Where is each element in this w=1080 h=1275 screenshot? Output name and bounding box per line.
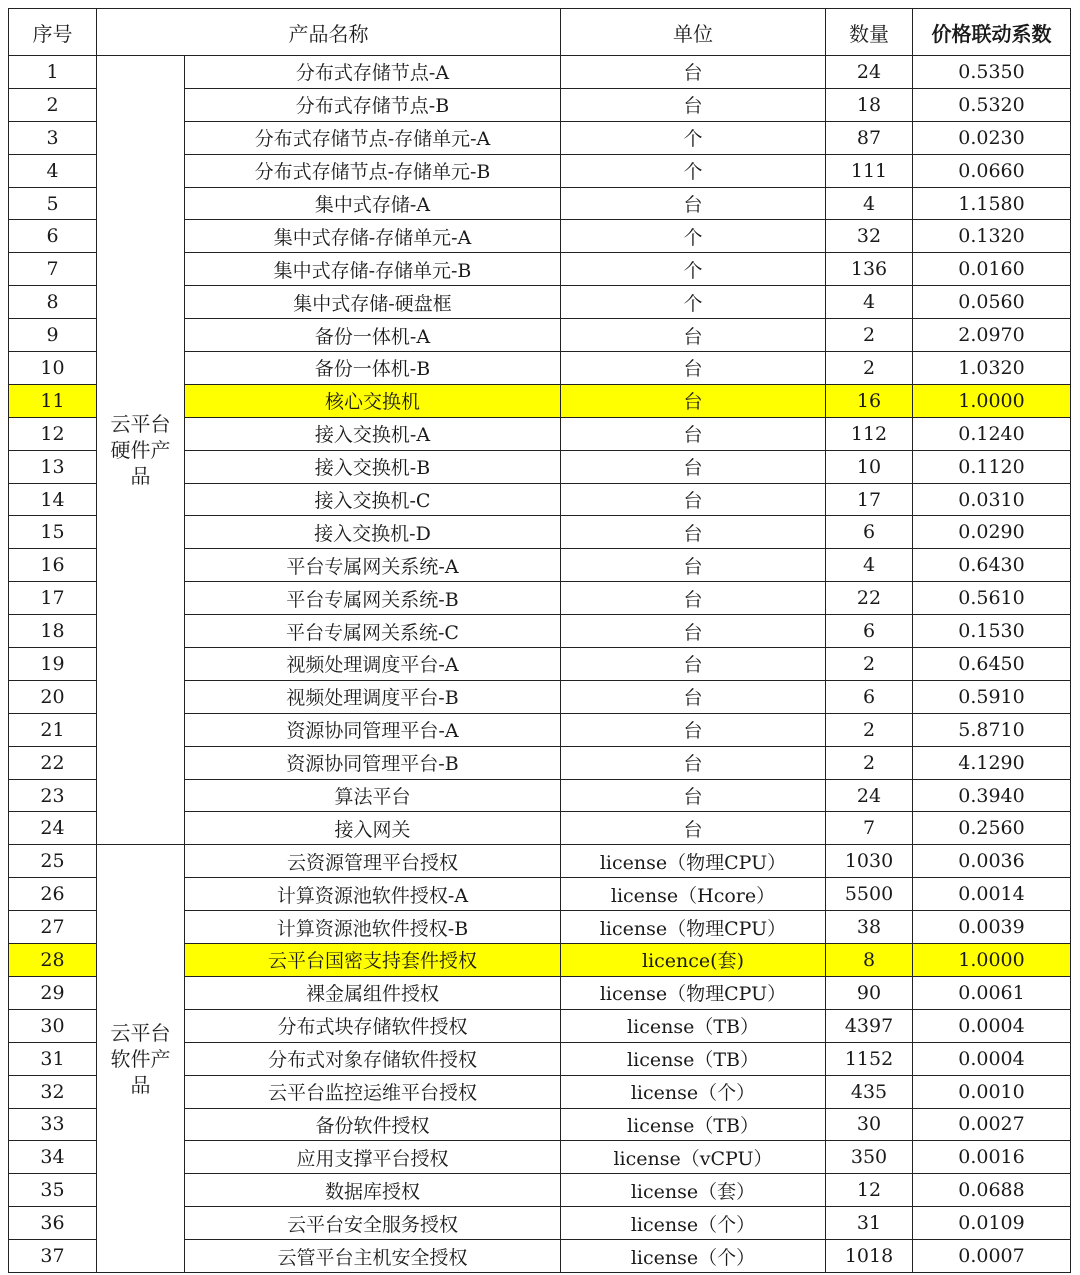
cell-product-name: 接入交换机-B <box>185 450 561 483</box>
cell-product-name: 视频处理调度平台-A <box>185 648 561 681</box>
cell-price-coefficient: 0.6430 <box>913 549 1071 582</box>
cell-price-coefficient: 0.0109 <box>913 1207 1071 1240</box>
cell-quantity: 16 <box>826 384 913 417</box>
cell-product-name: 算法平台 <box>185 779 561 812</box>
cell-unit: 个 <box>561 286 826 319</box>
cell-price-coefficient: 0.0010 <box>913 1075 1071 1108</box>
cell-quantity: 30 <box>826 1108 913 1141</box>
cell-price-coefficient: 1.1580 <box>913 187 1071 220</box>
cell-unit: 台 <box>561 812 826 845</box>
cell-product-name: 分布式块存储软件授权 <box>185 1009 561 1042</box>
cell-quantity: 2 <box>826 319 913 352</box>
cell-price-coefficient: 0.0660 <box>913 154 1071 187</box>
cell-product-name: 核心交换机 <box>185 384 561 417</box>
cell-price-coefficient: 0.0036 <box>913 845 1071 878</box>
cell-product-name: 分布式存储节点-存储单元-B <box>185 154 561 187</box>
cell-quantity: 4 <box>826 187 913 220</box>
table-row <box>9 845 1071 878</box>
cell-unit: 台 <box>561 779 826 812</box>
cell-seq: 35 <box>9 1174 97 1207</box>
cell-seq: 23 <box>9 779 97 812</box>
cell-price-coefficient: 0.2560 <box>913 812 1071 845</box>
cell-product-name: 资源协同管理平台-B <box>185 746 561 779</box>
cell-price-coefficient: 2.0970 <box>913 319 1071 352</box>
header-unit: 单位 <box>561 9 826 56</box>
cell-quantity: 2 <box>826 746 913 779</box>
cell-price-coefficient: 0.0290 <box>913 516 1071 549</box>
cell-seq: 6 <box>9 220 97 253</box>
product-table <box>8 8 1071 1273</box>
cell-seq: 28 <box>9 944 97 977</box>
header-row <box>9 9 1071 56</box>
category-label-line: 硬件产 <box>110 438 171 463</box>
cell-quantity: 22 <box>826 582 913 615</box>
cell-seq: 5 <box>9 187 97 220</box>
cell-unit: 台 <box>561 680 826 713</box>
cell-quantity: 6 <box>826 615 913 648</box>
cell-product-name: 云资源管理平台授权 <box>185 845 561 878</box>
cell-seq: 10 <box>9 352 97 385</box>
cell-unit: license（物理CPU） <box>561 911 826 944</box>
cell-seq: 29 <box>9 976 97 1009</box>
cell-seq: 1 <box>9 56 97 89</box>
cell-price-coefficient: 1.0000 <box>913 384 1071 417</box>
cell-seq: 33 <box>9 1108 97 1141</box>
cell-seq: 22 <box>9 746 97 779</box>
cell-product-name: 计算资源池软件授权-B <box>185 911 561 944</box>
cell-product-name: 分布式存储节点-存储单元-A <box>185 121 561 154</box>
cell-product-name: 数据库授权 <box>185 1174 561 1207</box>
cell-unit: license（个） <box>561 1075 826 1108</box>
cell-seq: 18 <box>9 615 97 648</box>
cell-product-name: 备份一体机-A <box>185 319 561 352</box>
cell-unit: license（vCPU） <box>561 1141 826 1174</box>
cell-quantity: 4 <box>826 549 913 582</box>
cell-quantity: 87 <box>826 121 913 154</box>
cell-quantity: 2 <box>826 352 913 385</box>
cell-unit: license（Hcore） <box>561 878 826 911</box>
cell-quantity: 5500 <box>826 878 913 911</box>
cell-price-coefficient: 0.0160 <box>913 253 1071 286</box>
cell-quantity: 2 <box>826 648 913 681</box>
cell-quantity: 7 <box>826 812 913 845</box>
cell-quantity: 6 <box>826 680 913 713</box>
cell-quantity: 1030 <box>826 845 913 878</box>
cell-seq: 13 <box>9 450 97 483</box>
category-label-line: 软件产 <box>110 1046 171 1071</box>
cell-seq: 26 <box>9 878 97 911</box>
cell-unit: license（个） <box>561 1240 826 1273</box>
cell-unit: license（TB） <box>561 1042 826 1075</box>
cell-price-coefficient: 0.5350 <box>913 56 1071 89</box>
table-body <box>9 56 1071 1273</box>
cell-price-coefficient: 0.0027 <box>913 1108 1071 1141</box>
cell-seq: 37 <box>9 1240 97 1273</box>
cell-price-coefficient: 0.6450 <box>913 648 1071 681</box>
cell-quantity: 38 <box>826 911 913 944</box>
cell-unit: 台 <box>561 417 826 450</box>
cell-product-name: 平台专属网关系统-A <box>185 549 561 582</box>
cell-unit: 台 <box>561 516 826 549</box>
cell-unit: 台 <box>561 713 826 746</box>
cell-price-coefficient: 0.0061 <box>913 976 1071 1009</box>
cell-price-coefficient: 0.1320 <box>913 220 1071 253</box>
cell-seq: 11 <box>9 384 97 417</box>
cell-unit: 台 <box>561 352 826 385</box>
cell-quantity: 8 <box>826 944 913 977</box>
cell-price-coefficient: 0.0688 <box>913 1174 1071 1207</box>
cell-price-coefficient: 0.5910 <box>913 680 1071 713</box>
cell-price-coefficient: 0.5610 <box>913 582 1071 615</box>
cell-product-name: 接入交换机-C <box>185 483 561 516</box>
cell-seq: 8 <box>9 286 97 319</box>
cell-quantity: 17 <box>826 483 913 516</box>
cell-seq: 32 <box>9 1075 97 1108</box>
cell-price-coefficient: 4.1290 <box>913 746 1071 779</box>
cell-quantity: 24 <box>826 56 913 89</box>
cell-quantity: 111 <box>826 154 913 187</box>
cell-quantity: 6 <box>826 516 913 549</box>
cell-price-coefficient: 1.0320 <box>913 352 1071 385</box>
cell-seq: 24 <box>9 812 97 845</box>
cell-product-name: 备份一体机-B <box>185 352 561 385</box>
cell-price-coefficient: 0.0004 <box>913 1042 1071 1075</box>
cell-quantity: 10 <box>826 450 913 483</box>
header-product-name: 产品名称 <box>97 9 561 56</box>
cell-quantity: 1152 <box>826 1042 913 1075</box>
cell-price-coefficient: 0.0039 <box>913 911 1071 944</box>
cell-unit: license（TB） <box>561 1009 826 1042</box>
cell-unit: license（个） <box>561 1207 826 1240</box>
cell-quantity: 435 <box>826 1075 913 1108</box>
cell-product-name: 云平台监控运维平台授权 <box>185 1075 561 1108</box>
table-row <box>9 56 1071 89</box>
cell-price-coefficient: 0.1530 <box>913 615 1071 648</box>
cell-price-coefficient: 0.0007 <box>913 1240 1071 1273</box>
cell-seq: 27 <box>9 911 97 944</box>
cell-price-coefficient: 0.0014 <box>913 878 1071 911</box>
cell-product-name: 集中式存储-存储单元-A <box>185 220 561 253</box>
cell-price-coefficient: 0.0004 <box>913 1009 1071 1042</box>
cell-unit: 台 <box>561 88 826 121</box>
header-seq: 序号 <box>9 9 97 56</box>
cell-quantity: 24 <box>826 779 913 812</box>
cell-unit: license（套） <box>561 1174 826 1207</box>
cell-unit: license（TB） <box>561 1108 826 1141</box>
cell-unit: license（物理CPU） <box>561 845 826 878</box>
cell-unit: 台 <box>561 582 826 615</box>
cell-quantity: 136 <box>826 253 913 286</box>
cell-unit: 个 <box>561 121 826 154</box>
cell-seq: 7 <box>9 253 97 286</box>
cell-unit: license（物理CPU） <box>561 976 826 1009</box>
cell-product-name: 接入交换机-D <box>185 516 561 549</box>
cell-unit: 台 <box>561 319 826 352</box>
cell-seq: 15 <box>9 516 97 549</box>
cell-unit: 个 <box>561 253 826 286</box>
cell-quantity: 4 <box>826 286 913 319</box>
table-header <box>9 9 1071 56</box>
cell-seq: 14 <box>9 483 97 516</box>
cell-unit: 台 <box>561 615 826 648</box>
cell-unit: 个 <box>561 220 826 253</box>
cell-product-name: 裸金属组件授权 <box>185 976 561 1009</box>
category-label-line: 品 <box>130 1072 151 1097</box>
cell-price-coefficient: 1.0000 <box>913 944 1071 977</box>
cell-quantity: 31 <box>826 1207 913 1240</box>
cell-seq: 20 <box>9 680 97 713</box>
cell-quantity: 90 <box>826 976 913 1009</box>
cell-seq: 16 <box>9 549 97 582</box>
cell-product-name: 集中式存储-存储单元-B <box>185 253 561 286</box>
category-label-line: 云平台 <box>110 412 171 437</box>
cell-quantity: 1018 <box>826 1240 913 1273</box>
cell-price-coefficient: 0.0016 <box>913 1141 1071 1174</box>
cell-product-name: 应用支撑平台授权 <box>185 1141 561 1174</box>
cell-product-name: 集中式存储-A <box>185 187 561 220</box>
cell-product-name: 备份软件授权 <box>185 1108 561 1141</box>
cell-category <box>97 845 185 1273</box>
cell-seq: 12 <box>9 417 97 450</box>
cell-product-name: 分布式对象存储软件授权 <box>185 1042 561 1075</box>
cell-unit: 台 <box>561 384 826 417</box>
cell-seq: 3 <box>9 121 97 154</box>
cell-seq: 30 <box>9 1009 97 1042</box>
cell-quantity: 112 <box>826 417 913 450</box>
cell-product-name: 接入网关 <box>185 812 561 845</box>
cell-product-name: 计算资源池软件授权-A <box>185 878 561 911</box>
cell-seq: 4 <box>9 154 97 187</box>
cell-product-name: 资源协同管理平台-A <box>185 713 561 746</box>
cell-product-name: 分布式存储节点-A <box>185 56 561 89</box>
cell-product-name: 分布式存储节点-B <box>185 88 561 121</box>
cell-seq: 31 <box>9 1042 97 1075</box>
cell-product-name: 平台专属网关系统-B <box>185 582 561 615</box>
cell-quantity: 4397 <box>826 1009 913 1042</box>
cell-price-coefficient: 0.0310 <box>913 483 1071 516</box>
cell-unit: 台 <box>561 187 826 220</box>
cell-seq: 21 <box>9 713 97 746</box>
cell-product-name: 平台专属网关系统-C <box>185 615 561 648</box>
cell-quantity: 350 <box>826 1141 913 1174</box>
cell-unit: 台 <box>561 746 826 779</box>
cell-unit: 台 <box>561 450 826 483</box>
cell-price-coefficient: 0.3940 <box>913 779 1071 812</box>
cell-quantity: 18 <box>826 88 913 121</box>
cell-product-name: 云平台安全服务授权 <box>185 1207 561 1240</box>
cell-product-name: 云管平台主机安全授权 <box>185 1240 561 1273</box>
cell-product-name: 视频处理调度平台-B <box>185 680 561 713</box>
cell-quantity: 2 <box>826 713 913 746</box>
category-label-line: 品 <box>130 464 151 489</box>
header-quantity: 数量 <box>826 9 913 56</box>
cell-unit: 个 <box>561 154 826 187</box>
cell-unit: 台 <box>561 56 826 89</box>
cell-quantity: 32 <box>826 220 913 253</box>
cell-price-coefficient: 0.0560 <box>913 286 1071 319</box>
cell-seq: 34 <box>9 1141 97 1174</box>
cell-seq: 36 <box>9 1207 97 1240</box>
cell-price-coefficient: 5.8710 <box>913 713 1071 746</box>
cell-seq: 9 <box>9 319 97 352</box>
cell-product-name: 接入交换机-A <box>185 417 561 450</box>
cell-seq: 19 <box>9 648 97 681</box>
cell-seq: 2 <box>9 88 97 121</box>
cell-product-name: 云平台国密支持套件授权 <box>185 944 561 977</box>
cell-unit: licence(套) <box>561 944 826 977</box>
category-label-line: 云平台 <box>110 1020 171 1045</box>
cell-quantity: 12 <box>826 1174 913 1207</box>
cell-unit: 台 <box>561 648 826 681</box>
cell-unit: 台 <box>561 549 826 582</box>
cell-price-coefficient: 0.1120 <box>913 450 1071 483</box>
cell-category <box>97 56 185 845</box>
cell-seq: 17 <box>9 582 97 615</box>
cell-unit: 台 <box>561 483 826 516</box>
cell-price-coefficient: 0.1240 <box>913 417 1071 450</box>
cell-price-coefficient: 0.5320 <box>913 88 1071 121</box>
cell-seq: 25 <box>9 845 97 878</box>
cell-product-name: 集中式存储-硬盘框 <box>185 286 561 319</box>
cell-price-coefficient: 0.0230 <box>913 121 1071 154</box>
header-price-coefficient: 价格联动系数 <box>913 9 1071 56</box>
